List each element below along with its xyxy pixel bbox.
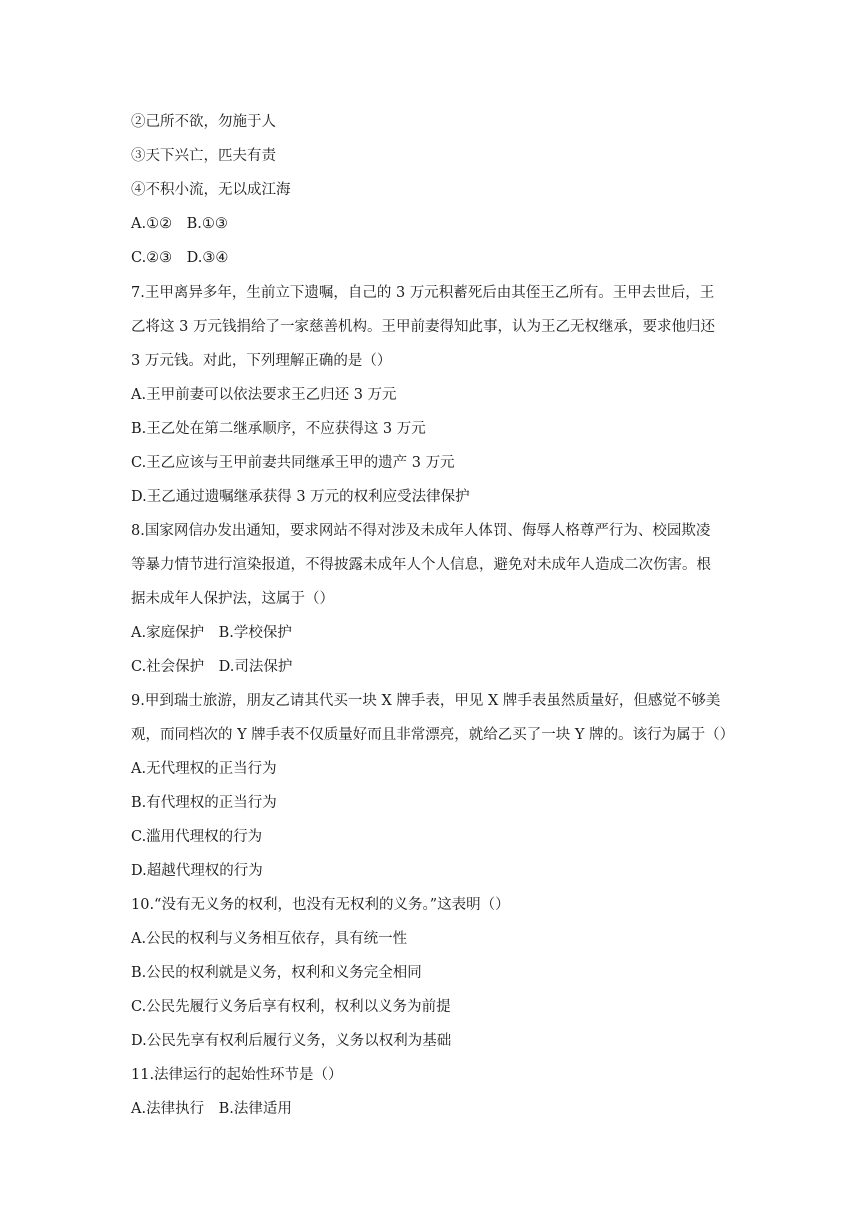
question-10-choice-d: D.公民先享有权利后履行义务，义务以权利为基础	[131, 1033, 452, 1049]
question-7-text: 3 万元钱。对此，下列理解正确的是（）	[131, 353, 392, 369]
question-7-choice-c: C.王乙应该与王甲前妻共同继承王甲的遗产 3 万元	[131, 455, 455, 471]
question-8-text: 8.国家网信办发出通知，要求网站不得对涉及未成年人体罚、侮辱人格尊严行为、校园欺凌	[131, 523, 711, 539]
question-7-choice-d: D.王乙通过遗嘱继承获得 3 万元的权利应受法律保护	[131, 489, 470, 505]
answer-choices: A.①② B.①③	[131, 216, 228, 232]
question-9-text: 观，而同档次的 Y 牌手表不仅质量好而且非常漂亮，就给乙买了一块 Y 牌的。该行为属于（）	[131, 727, 735, 743]
question-10-choice-b: B.公民的权利就是义务，权利和义务完全相同	[131, 965, 422, 981]
question-8-text: 据未成年人保护法，这属于（）	[131, 591, 334, 607]
question-7-choice-a: A.王甲前妻可以依法要求王乙归还 3 万元	[131, 387, 397, 403]
question-9-choice-b: B.有代理权的正当行为	[131, 795, 277, 811]
question-10-choice-c: C.公民先履行义务后享有权利，权利以义务为前提	[131, 999, 451, 1015]
question-10-choice-a: A.公民的权利与义务相互依存，具有统一性	[131, 931, 408, 947]
question-9-choice-a: A.无代理权的正当行为	[131, 761, 277, 777]
question-10-text: 10.“没有无义务的权利，也没有无权利的义务。”这表明（）	[131, 897, 510, 913]
question-8-text: 等暴力情节进行渲染报道，不得披露未成年人个人信息，避免对未成年人造成二次伤害。根	[131, 557, 711, 573]
question-9-choice-c: C.滥用代理权的行为	[131, 829, 263, 845]
question-7-choice-b: B.王乙处在第二继承顺序，不应获得这 3 万元	[131, 421, 426, 437]
option-line: ③天下兴亡，匹夫有责	[131, 148, 276, 164]
question-7-text: 乙将这 3 万元钱捐给了一家慈善机构。王甲前妻得知此事，认为王乙无权继承，要求他归还	[131, 319, 715, 335]
option-line: ②己所不欲，勿施于人	[131, 114, 276, 130]
option-line: ④不积小流，无以成江海	[131, 182, 291, 198]
question-8-choices: C.社会保护 D.司法保护	[131, 659, 293, 675]
question-7-text: 7.王甲离异多年，生前立下遗嘱，自己的 3 万元积蓄死后由其侄王乙所有。王甲去世后，王	[131, 285, 715, 301]
question-11-text: 11.法律运行的起始性环节是（）	[131, 1067, 343, 1083]
question-11-choices: A.法律执行 B.法律适用	[131, 1101, 292, 1117]
answer-choices: C.②③ D.③④	[131, 250, 229, 266]
question-9-text: 9.甲到瑞士旅游，朋友乙请其代买一块 X 牌手表，甲见 X 牌手表虽然质量好，但感觉不够美	[131, 693, 721, 709]
question-8-choices: A.家庭保护 B.学校保护	[131, 625, 292, 641]
question-9-choice-d: D.超越代理权的行为	[131, 863, 263, 879]
